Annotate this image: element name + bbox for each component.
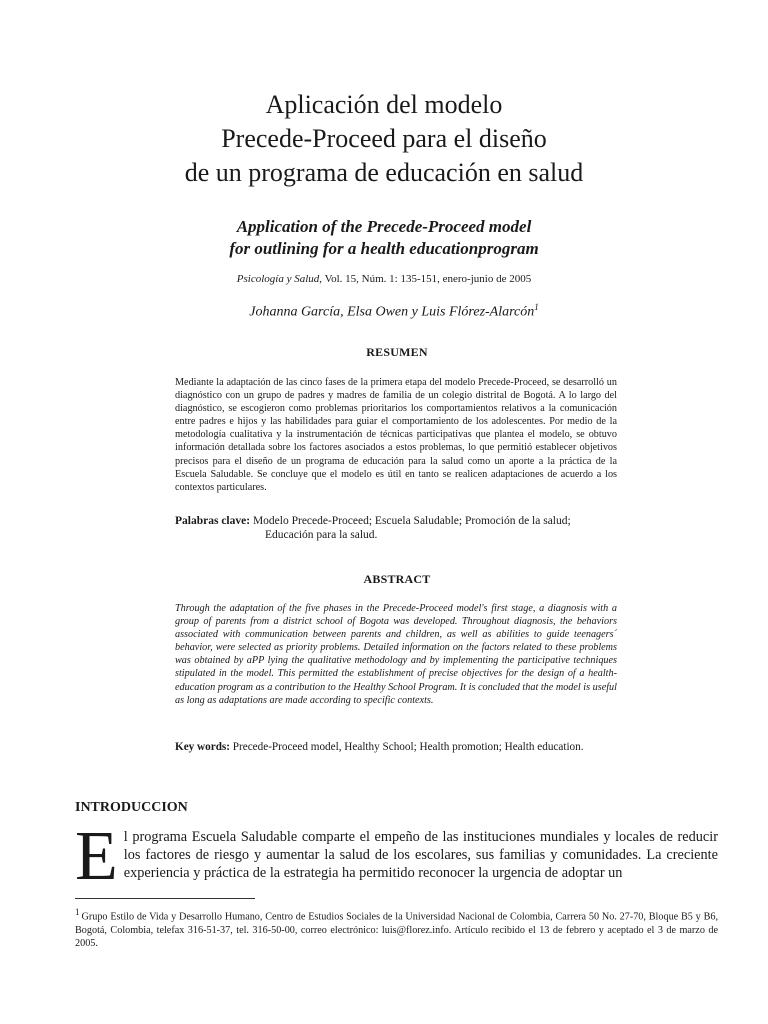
citation-details: , Vol. 15, Núm. 1: 135-151, enero-junio de 2005: [319, 273, 532, 285]
resumen-heading: RESUMEN: [366, 345, 428, 359]
palabras-clave-line-2: Educación para la salud.: [265, 529, 378, 541]
author-names: Johanna García, Elsa Owen y Luis Flórez-Alarcón: [249, 304, 535, 320]
introduction-heading: INTRODUCCION: [75, 800, 188, 815]
spanish-title-line-2: Precede-Proceed para el diseño: [221, 124, 547, 153]
palabras-clave-line-1: Modelo Precede-Proceed; Escuela Saludable; Promoción de la salud;: [250, 515, 571, 527]
footnote-text: Grupo Estilo de Vida y Desarrollo Humano, Centro de Estudios Sociales de la Universidad Nacional de Colombia, Carrera 50 No. 27-70, Bloque B5 y B6, Bogotá, Colombia, telefax 316-51-37, tel. 316-50-00, correo electrónico: luis@florez.info. Artículo recibido el 13 de febrero y aceptado el 3 de marzo de 2005.: [75, 911, 718, 950]
footnote-mark: 1: [75, 907, 80, 917]
journal-name: Psicología y Salud: [236, 273, 320, 285]
drop-cap: E: [75, 818, 118, 895]
key-words-list: Precede-Proceed model, Healthy School; Health promotion; Health education.: [230, 741, 584, 753]
abstract-heading: ABSTRACT: [363, 572, 431, 586]
footnote-divider: [75, 898, 255, 899]
author-footnote-mark: 1: [534, 302, 539, 312]
journal-citation: [0, 272, 768, 286]
footnote: [75, 906, 718, 951]
spanish-title-line-1: Aplicación del modelo: [265, 90, 503, 119]
palabras-clave-label: Palabras clave:: [175, 515, 251, 527]
palabras-clave: [175, 514, 625, 542]
english-title-line-1: Application of the Precede-Proceed model: [236, 217, 532, 236]
english-title-line-2: for outlining for a health educationprogram: [229, 239, 539, 258]
spanish-title: [0, 88, 768, 190]
author-list: [0, 297, 768, 323]
key-words-label: Key words:: [175, 741, 230, 753]
english-title: [0, 216, 768, 260]
introduction-body: [75, 818, 718, 895]
resumen-body: Mediante la adaptación de las cinco fases de la primera etapa del modelo Precede-Proceed, se desarrolló un diagnóstico con un grupo de padres y madres de familia de un colegio distrital de Bogotá. A lo largo del diagnóstico, se escogieron como problemas prioritarios los comportamientos relativos a la comunicación entre padres e hijos y las habilidades para guiar el comportamiento de los adolescentes. Por medio de la metodología cualitativa y la instrumentación de técnicas participativas que plantea el modelo, se obtuvo información detallada sobre los factores asociados a estos problemas, lo que permitió establecer objetivos precisos para el diseño de un programa de educación para la salud como un aporte a la práctica de la Escuela Saludable. Se concluye que el modelo es útil en tanto se realicen adaptaciones de acuerdo a los contextos particulares.: [175, 377, 617, 493]
key-words: [175, 740, 625, 754]
introduction-text: l programa Escuela Saludable comparte el empeño de las instituciones mundiales y locales de reducir los factores de riesgo y aumentar la salud de los escolares, sus familias y comunidades. La creciente experiencia y práctica de la estrategia ha permitido reconocer la urgencia de adoptar un: [123, 829, 718, 881]
abstract-body: Through the adaptation of the five phases in the Precede-Proceed model's first stage, a diagnosis with a group of parents from a district school of Bogota was developed. Throughout diagnosis, the behaviors associated with communication between parents and children, as well as abilities to guide teenagers´ behavior, were selected as priority problems. Detailed information on the factors related to these problems was obtained by aPP lying the qualitative methodology and by implementing the participative techniques stipulated in the model. This permitted the establishment of precise objectives for the design of a health-education program as a contribution to the Healthy School Program. It is concluded that the model is useful as long as adaptations are made according to specific contexts.: [175, 603, 617, 706]
spanish-title-line-3: de un programa de educación en salud: [184, 158, 584, 187]
